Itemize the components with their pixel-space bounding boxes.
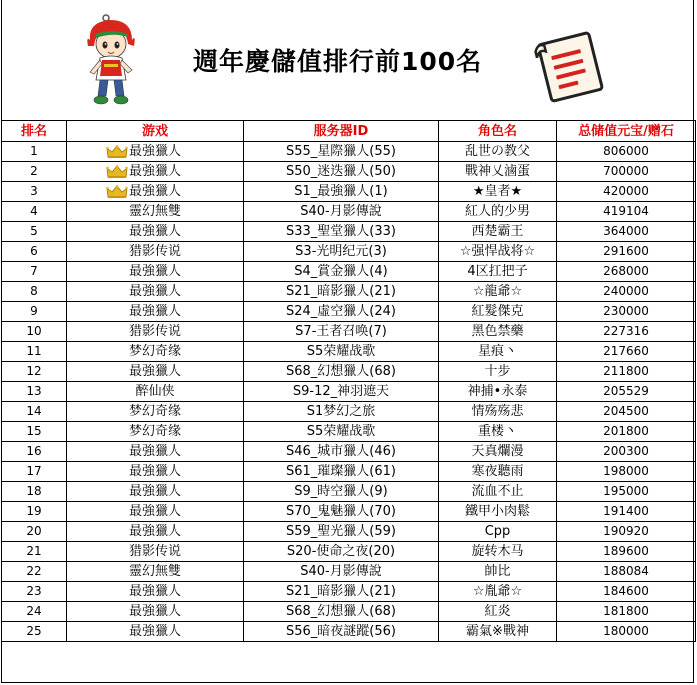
- cell-game-label: 梦幻奇缘: [128, 344, 181, 359]
- cell-total: 700000: [557, 162, 696, 182]
- cell-game-label: 最強獵人: [128, 284, 181, 299]
- cell-role: 霸氣※戰神: [439, 622, 557, 642]
- table-row: [2, 322, 696, 342]
- table-row: [2, 462, 696, 482]
- table-row: [2, 282, 696, 302]
- cell-server: S50_迷迭獵人(50): [244, 162, 439, 182]
- cell-rank: 20: [2, 522, 67, 542]
- cell-role: 西楚霸王: [439, 222, 557, 242]
- table-row: [2, 222, 696, 242]
- cell-role: 寒夜聽雨: [439, 462, 557, 482]
- cell-server: S68_幻想獵人(68): [244, 602, 439, 622]
- cell-server: S9-12_神羽遮天: [244, 382, 439, 402]
- table-header-row: [2, 121, 696, 142]
- cell-game-label: 最強獵人: [128, 364, 181, 379]
- cell-game: [67, 202, 244, 222]
- cell-server: S5荣耀战歌: [244, 342, 439, 362]
- cell-game: [67, 182, 244, 202]
- header-role-name: 角色名: [439, 121, 557, 142]
- cell-game-label: 猎影传说: [128, 324, 181, 339]
- table-row: [2, 582, 696, 602]
- cell-server: S55_星際獵人(55): [244, 142, 439, 162]
- cell-total: 184600: [557, 582, 696, 602]
- cell-server: S21_暗影獵人(21): [244, 582, 439, 602]
- cell-server: S7-王者召唤(7): [244, 322, 439, 342]
- cell-total: 181800: [557, 602, 696, 622]
- table-row: [2, 302, 696, 322]
- cell-rank: 19: [2, 502, 67, 522]
- cell-game: [67, 162, 244, 182]
- table-row: [2, 422, 696, 442]
- cell-game-label: 最強獵人: [128, 224, 181, 239]
- cell-total: 205529: [557, 382, 696, 402]
- cell-server: S24_虛空獵人(24): [244, 302, 439, 322]
- cell-rank: 8: [2, 282, 67, 302]
- cell-total: 419104: [557, 202, 696, 222]
- cell-total: 180000: [557, 622, 696, 642]
- cell-server: S33_聖堂獵人(33): [244, 222, 439, 242]
- table-row: [2, 382, 696, 402]
- cell-server: S61_璀璨獵人(61): [244, 462, 439, 482]
- cell-server: S68_幻想獵人(68): [244, 362, 439, 382]
- cell-server: S56_暗夜謎蹤(56): [244, 622, 439, 642]
- cell-game: [67, 602, 244, 622]
- table-row: [2, 502, 696, 522]
- cell-total: 211800: [557, 362, 696, 382]
- cell-game-label: 靈幻無雙: [128, 564, 181, 579]
- cell-total: 806000: [557, 142, 696, 162]
- cell-rank: 16: [2, 442, 67, 462]
- cell-game-label: 最強獵人: [128, 144, 181, 159]
- cell-rank: 25: [2, 622, 67, 642]
- cell-total: 198000: [557, 462, 696, 482]
- cell-total: 189600: [557, 542, 696, 562]
- cell-game-label: 最強獵人: [128, 504, 181, 519]
- cell-game: [67, 402, 244, 422]
- cell-server: S3-光明纪元(3): [244, 242, 439, 262]
- cell-role: 紅人的少男: [439, 202, 557, 222]
- cell-rank: 24: [2, 602, 67, 622]
- cell-role: 紅炎: [439, 602, 557, 622]
- cell-role: 星痕丶: [439, 342, 557, 362]
- cell-server: S59_聖光獵人(59): [244, 522, 439, 542]
- cell-game: [67, 342, 244, 362]
- cell-game-label: 醉仙侠: [135, 384, 175, 399]
- cell-rank: 7: [2, 262, 67, 282]
- cell-role: 4区扛把子: [439, 262, 557, 282]
- table-row: [2, 622, 696, 642]
- cell-role: 戰神乂滷蛋: [439, 162, 557, 182]
- cell-role: 重楼丶: [439, 422, 557, 442]
- header-rank: 排名: [2, 121, 67, 142]
- cell-rank: 2: [2, 162, 67, 182]
- cell-game-label: 最強獵人: [128, 624, 181, 639]
- cell-server: S1梦幻之旅: [244, 402, 439, 422]
- cell-rank: 17: [2, 462, 67, 482]
- cell-game: [67, 322, 244, 342]
- cell-role: 旋转木马: [439, 542, 557, 562]
- table-row: [2, 542, 696, 562]
- cell-server: S40-月影傳說: [244, 202, 439, 222]
- cell-role: 乱世の教父: [439, 142, 557, 162]
- cell-game: [67, 362, 244, 382]
- table-row: [2, 562, 696, 582]
- cell-game: [67, 562, 244, 582]
- ranking-table: [1, 120, 696, 642]
- table-row: [2, 442, 696, 462]
- cell-game: [67, 282, 244, 302]
- cell-role: ☆强悍战将☆: [439, 242, 557, 262]
- cell-total: 200300: [557, 442, 696, 462]
- page-title: 週年慶儲值排行前100名: [193, 47, 483, 76]
- cell-role: 鐵甲小肉鬆: [439, 502, 557, 522]
- table-row: [2, 482, 696, 502]
- cell-rank: 1: [2, 142, 67, 162]
- cell-role: 十步: [439, 362, 557, 382]
- header-server-id: 服务器ID: [244, 121, 439, 142]
- cell-total: 420000: [557, 182, 696, 202]
- cell-role: ☆龍爺☆: [439, 282, 557, 302]
- cell-game-label: 最強獵人: [128, 264, 181, 279]
- cell-rank: 18: [2, 482, 67, 502]
- cell-rank: 23: [2, 582, 67, 602]
- cell-server: S5荣耀战歌: [244, 422, 439, 442]
- cell-total: 201800: [557, 422, 696, 442]
- cell-game-label: 最強獵人: [128, 164, 181, 179]
- cell-rank: 15: [2, 422, 67, 442]
- cell-game: [67, 542, 244, 562]
- cell-game-label: 猎影传说: [128, 544, 181, 559]
- cell-game: [67, 142, 244, 162]
- cell-game: [67, 442, 244, 462]
- cell-rank: 11: [2, 342, 67, 362]
- cell-total: 268000: [557, 262, 696, 282]
- cell-game-label: 最強獵人: [128, 444, 181, 459]
- cell-server: S1_最強獵人(1): [244, 182, 439, 202]
- cell-game: [67, 262, 244, 282]
- cell-game: [67, 222, 244, 242]
- cell-rank: 22: [2, 562, 67, 582]
- cell-server: S20-使命之夜(20): [244, 542, 439, 562]
- cell-role: 流血不止: [439, 482, 557, 502]
- cell-role: 神捕•永泰: [439, 382, 557, 402]
- cell-game: [67, 502, 244, 522]
- ranking-sheet: [1, 0, 694, 683]
- header: [2, 0, 693, 120]
- table-row: [2, 162, 696, 182]
- cell-game: [67, 422, 244, 442]
- crown-icon: [106, 185, 128, 199]
- table-row: [2, 142, 696, 162]
- cell-role: 帥比: [439, 562, 557, 582]
- cell-role: ☆胤爺☆: [439, 582, 557, 602]
- cell-role: 天真爛漫: [439, 442, 557, 462]
- cell-game: [67, 462, 244, 482]
- table-row: [2, 202, 696, 222]
- cell-game-label: 最強獵人: [128, 484, 181, 499]
- cell-game: [67, 242, 244, 262]
- cell-role: 情殇殇悲: [439, 402, 557, 422]
- cell-game-label: 靈幻無雙: [128, 204, 181, 219]
- cell-game: [67, 382, 244, 402]
- memo-list-icon: [530, 28, 610, 104]
- cell-game-label: 最強獵人: [128, 464, 181, 479]
- cell-game: [67, 622, 244, 642]
- cell-game-label: 最強獵人: [128, 584, 181, 599]
- cell-server: S9_時空獵人(9): [244, 482, 439, 502]
- cell-rank: 3: [2, 182, 67, 202]
- header-game: 游戏: [67, 121, 244, 142]
- cell-total: 364000: [557, 222, 696, 242]
- cell-rank: 4: [2, 202, 67, 222]
- cell-game-label: 最強獵人: [128, 604, 181, 619]
- cell-total: 230000: [557, 302, 696, 322]
- cell-rank: 21: [2, 542, 67, 562]
- crown-icon: [106, 145, 128, 159]
- cell-total: 188084: [557, 562, 696, 582]
- cell-total: 195000: [557, 482, 696, 502]
- cell-game: [67, 582, 244, 602]
- cell-total: 240000: [557, 282, 696, 302]
- cell-total: 191400: [557, 502, 696, 522]
- cell-rank: 5: [2, 222, 67, 242]
- table-row: [2, 182, 696, 202]
- cell-total: 204500: [557, 402, 696, 422]
- cell-role: Cpp: [439, 522, 557, 542]
- cell-game-label: 最強獵人: [128, 304, 181, 319]
- cell-total: 227316: [557, 322, 696, 342]
- cell-rank: 12: [2, 362, 67, 382]
- cell-rank: 6: [2, 242, 67, 262]
- cell-rank: 13: [2, 382, 67, 402]
- cell-server: S4_賞金獵人(4): [244, 262, 439, 282]
- table-row: [2, 262, 696, 282]
- cell-game-label: 梦幻奇缘: [128, 404, 181, 419]
- cell-game-label: 最強獵人: [128, 524, 181, 539]
- cell-rank: 14: [2, 402, 67, 422]
- crown-icon: [106, 165, 128, 179]
- cell-game-label: 梦幻奇缘: [128, 424, 181, 439]
- table-row: [2, 342, 696, 362]
- cell-role: 黑色禁藥: [439, 322, 557, 342]
- cell-game: [67, 522, 244, 542]
- cell-rank: 10: [2, 322, 67, 342]
- table-row: [2, 402, 696, 422]
- table-row: [2, 242, 696, 262]
- cell-total: 190920: [557, 522, 696, 542]
- cell-server: S46_城市獵人(46): [244, 442, 439, 462]
- cell-role: 紅髮傑克: [439, 302, 557, 322]
- cell-game: [67, 482, 244, 502]
- cell-game-label: 最強獵人: [128, 184, 181, 199]
- cell-total: 291600: [557, 242, 696, 262]
- cell-rank: 9: [2, 302, 67, 322]
- table-row: [2, 522, 696, 542]
- cell-server: S40-月影傳說: [244, 562, 439, 582]
- table-row: [2, 362, 696, 382]
- ranking-rows: [2, 142, 696, 642]
- cell-game: [67, 302, 244, 322]
- cell-game-label: 猎影传说: [128, 244, 181, 259]
- cell-total: 217660: [557, 342, 696, 362]
- cell-server: S70_鬼魅獵人(70): [244, 502, 439, 522]
- cell-server: S21_暗影獵人(21): [244, 282, 439, 302]
- cell-role: ★皇者★: [439, 182, 557, 202]
- mascot-character-illustration: [82, 14, 142, 108]
- header-total: 总储值元宝/赠石: [557, 121, 696, 142]
- table-row: [2, 602, 696, 622]
